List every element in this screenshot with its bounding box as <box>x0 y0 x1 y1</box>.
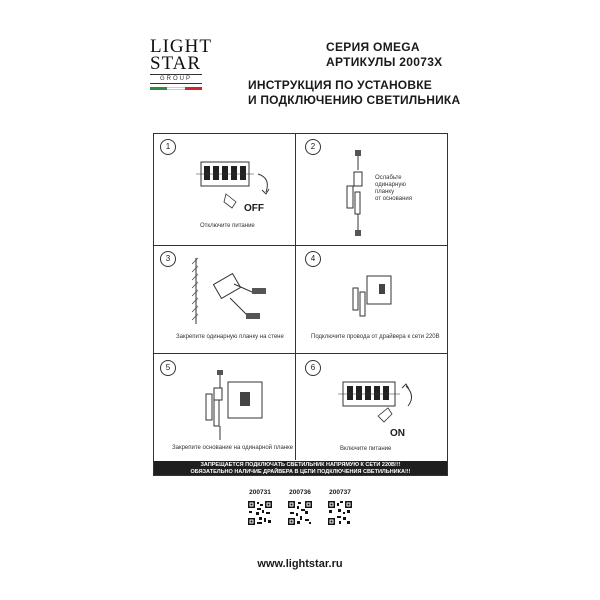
warning-line2: ОБЯЗАТЕЛЬНО НАЛИЧИЕ ДРАЙВЕРА В ЦЕПИ ПОДКЛЮЧЕНИЯ СВЕТИЛЬНИКА!!! <box>190 468 411 475</box>
step-4-wiring-illustration <box>345 270 405 328</box>
step-3-caption: Закрепите одинарную планку на стене <box>176 334 284 340</box>
grid-divider-row1 <box>153 245 448 246</box>
step-3-mounting-illustration <box>190 258 280 326</box>
website-link[interactable]: www.lightstar.ru <box>257 558 343 570</box>
brand-logo <box>150 36 212 90</box>
step-5-base-illustration <box>200 368 280 442</box>
qr-code-icon[interactable] <box>247 500 273 526</box>
logo-line1: LIGHT <box>150 36 212 57</box>
step-6-breaker-illustration <box>338 378 428 438</box>
step-6-number: 6 <box>305 360 321 376</box>
logo-line2: STAR <box>150 53 202 74</box>
italian-flag-icon <box>150 87 202 90</box>
series-block <box>326 40 442 70</box>
grid-divider-row2 <box>153 353 448 354</box>
step-1-off-label: OFF <box>244 203 264 214</box>
step-4-number: 4 <box>305 251 321 267</box>
step-6-caption: Включите питание <box>340 446 392 452</box>
product-code: 200737 <box>329 489 351 496</box>
product-code: 200731 <box>249 489 271 496</box>
step-2-note-line: планку <box>375 189 395 195</box>
warning-banner <box>154 461 447 475</box>
step-5-number: 5 <box>160 360 176 376</box>
step-1-breaker-illustration <box>196 156 286 216</box>
logo-group: GROUP <box>150 74 202 84</box>
step-4-caption: Подключите провода от драйвера к сети 220В <box>311 334 440 340</box>
qr-code-icon[interactable] <box>327 500 353 526</box>
instruction-heading <box>248 78 460 108</box>
step-2-lamp-illustration <box>338 146 378 242</box>
heading-line2: И ПОДКЛЮЧЕНИЮ СВЕТИЛЬНИКА <box>248 93 461 107</box>
step-2-note-line: одинарную <box>375 182 406 188</box>
product-code: 200736 <box>289 489 311 496</box>
step-1-number: 1 <box>160 139 176 155</box>
series-title: СЕРИЯ OMEGA <box>326 40 420 54</box>
step-1-caption: Отключите питание <box>200 223 255 229</box>
step-2-note <box>375 175 412 203</box>
grid-divider-vertical <box>295 133 296 460</box>
qr-code-icon[interactable] <box>287 500 313 526</box>
article-number: АРТИКУЛЫ 20073X <box>326 55 443 69</box>
step-3-number: 3 <box>160 251 176 267</box>
heading-line1: ИНСТРУКЦИЯ ПО УСТАНОВКЕ <box>248 78 432 92</box>
step-2-number: 2 <box>305 139 321 155</box>
step-6-on-label: ON <box>390 428 405 439</box>
warning-line1: ЗАПРЕЩАЕТСЯ ПОДКЛЮЧАТЬ СВЕТИЛЬНИК НАПРЯМУЮ К СЕТИ 220В!!! <box>200 462 401 468</box>
step-2-note-line: от основания <box>375 196 412 202</box>
step-2-note-line: Ослабьте <box>375 175 402 181</box>
step-5-caption: Закрепите основание на одинарной планке <box>172 445 294 451</box>
